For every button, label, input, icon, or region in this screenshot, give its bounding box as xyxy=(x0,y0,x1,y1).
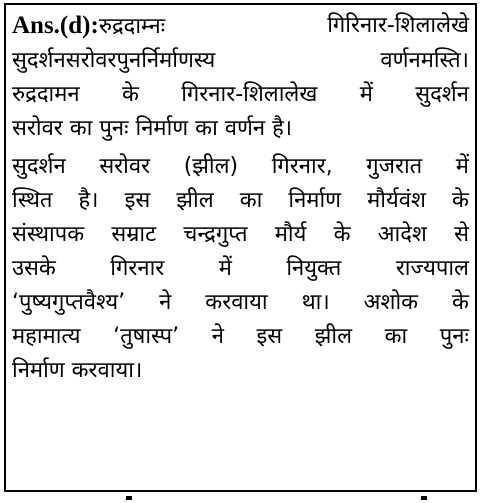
word: नियुक्त xyxy=(286,256,342,281)
word: ने xyxy=(159,290,172,315)
para2-line-1 xyxy=(12,150,469,184)
para2-line-5 xyxy=(12,286,469,320)
heading-word-2: गिरिनार-शिलालेखे xyxy=(327,13,469,38)
word: में xyxy=(359,82,373,107)
word: के xyxy=(452,188,469,213)
word: सरोवर xyxy=(99,154,151,179)
word: करवाया xyxy=(205,290,268,315)
word: ने xyxy=(211,324,224,349)
para2-line-4 xyxy=(12,252,469,286)
word: स्थित xyxy=(12,188,53,213)
word: झील xyxy=(314,324,352,349)
word: से xyxy=(454,222,469,247)
word: सुदर्शन xyxy=(415,82,469,107)
word: उसके xyxy=(12,256,56,281)
word: गिरनार-शिलालेख xyxy=(181,82,318,107)
word: (झील) xyxy=(183,154,239,179)
word: चन्द्रगुप्त xyxy=(183,222,248,247)
word: अशोक xyxy=(363,290,419,315)
next-line-fragments xyxy=(0,494,487,503)
word: मौर्य xyxy=(274,222,307,247)
word: निर्माण xyxy=(288,188,342,213)
para2-line-7: निर्माण करवाया। xyxy=(12,358,143,383)
word: में xyxy=(218,256,232,281)
word: है। xyxy=(78,188,99,213)
text-line-3 xyxy=(12,78,469,112)
paragraph-2 xyxy=(12,150,469,388)
word: राज्यपाल xyxy=(395,256,469,281)
word: ‘पुष्यगुप्तवैश्य’ xyxy=(12,290,126,315)
word: में xyxy=(455,154,469,179)
para2-line-2 xyxy=(12,184,469,218)
word: झील xyxy=(176,188,214,213)
word: ‘तुषास्प’ xyxy=(113,324,180,349)
word: सम्राट xyxy=(111,222,157,247)
word: रुद्रदामन xyxy=(12,82,80,107)
word: के xyxy=(121,82,139,107)
answer-box xyxy=(4,3,477,492)
word: का xyxy=(239,188,263,213)
answer-heading-line xyxy=(12,9,469,44)
word: गिरनार xyxy=(110,256,165,281)
word: के xyxy=(333,222,351,247)
word: था। xyxy=(301,290,330,315)
answer-heading-left xyxy=(12,9,165,44)
text-fragment xyxy=(126,496,132,500)
word: इस xyxy=(124,188,151,213)
word: के xyxy=(452,290,469,315)
word: मौर्यवंश xyxy=(367,188,426,213)
word: संस्थापक xyxy=(12,222,85,247)
sanskrit-line-2 xyxy=(12,44,469,78)
word: सुदर्शन xyxy=(12,154,66,179)
answer-label: Ans.(d): xyxy=(12,12,99,39)
text-line-4: सरोवर का पुनः निर्माण का वर्णन है। xyxy=(12,116,293,141)
word: आदेश xyxy=(377,222,427,247)
word: गिरनार, xyxy=(271,154,333,179)
word: सुदर्शनसरोवरपुनर्निर्माणस्य xyxy=(12,48,216,73)
para2-line-3 xyxy=(12,218,469,252)
word: का xyxy=(384,324,408,349)
word: गुजरात xyxy=(366,154,423,179)
word: वर्णनमस्ति। xyxy=(380,48,469,73)
para2-line-6 xyxy=(12,320,469,354)
word: पुनः xyxy=(439,324,469,349)
text-fragment xyxy=(421,496,427,500)
heading-word-1: रुद्रदाम्नः xyxy=(98,14,166,39)
word: इस xyxy=(256,324,283,349)
word: महामात्य xyxy=(12,324,81,349)
